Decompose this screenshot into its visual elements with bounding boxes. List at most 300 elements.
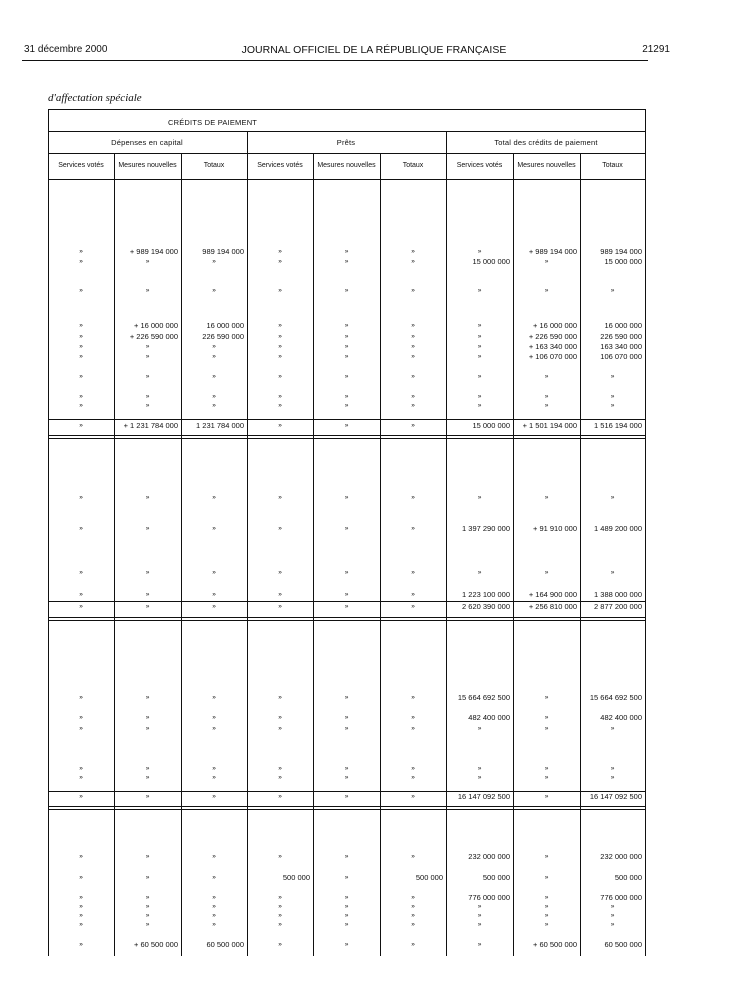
table-cell: » bbox=[278, 248, 282, 255]
table-cell: » bbox=[411, 258, 415, 265]
table-cell: » bbox=[79, 714, 83, 721]
column-divider bbox=[247, 131, 248, 956]
table-cell: » bbox=[278, 591, 282, 598]
table-cell: » bbox=[79, 694, 83, 701]
table-cell: » bbox=[411, 402, 415, 409]
table-cell: 1 516 194 000 bbox=[594, 421, 642, 430]
table-cell: » bbox=[344, 874, 349, 881]
table-cell: » bbox=[477, 353, 482, 360]
table-cell: » bbox=[145, 874, 150, 881]
section-rule bbox=[48, 438, 645, 439]
table-cell: » bbox=[212, 603, 216, 610]
table-cell: 232 000 000 bbox=[600, 852, 642, 861]
table-cell: » bbox=[79, 287, 83, 294]
table-cell: 1 397 290 000 bbox=[462, 524, 510, 533]
table-cell: » bbox=[79, 322, 83, 329]
table-cell: + 1 231 784 000 bbox=[123, 421, 178, 430]
table-cell: » bbox=[344, 941, 349, 948]
table-cell: » bbox=[411, 353, 415, 360]
table-cell: » bbox=[411, 912, 415, 919]
table-cell: 1 231 784 000 bbox=[196, 421, 244, 430]
table-cell: » bbox=[278, 774, 282, 781]
table-cell: » bbox=[544, 903, 549, 910]
table-cell: + 60 500 000 bbox=[133, 940, 178, 949]
table-cell: » bbox=[212, 912, 216, 919]
column-header: Totaux bbox=[602, 162, 623, 169]
table-cell: » bbox=[411, 287, 415, 294]
column-header: Services votés bbox=[456, 162, 503, 169]
table-cell: » bbox=[477, 287, 482, 294]
table-cell: » bbox=[411, 941, 415, 948]
section-rule bbox=[48, 809, 645, 810]
table-cell: » bbox=[411, 422, 415, 429]
table-cell: 15 000 000 bbox=[472, 421, 510, 430]
table-cell: » bbox=[610, 903, 615, 910]
table-cell: 482 400 000 bbox=[468, 713, 510, 722]
table-cell: » bbox=[477, 921, 482, 928]
table-cell: » bbox=[79, 853, 83, 860]
table-cell: » bbox=[411, 694, 415, 701]
column-header: Services votés bbox=[257, 162, 303, 169]
table-cell: 500 000 bbox=[282, 873, 310, 882]
table-cell: » bbox=[411, 903, 415, 910]
table-cell: » bbox=[79, 912, 83, 919]
table-cell: 500 000 bbox=[482, 873, 510, 882]
subtotal-rule bbox=[48, 435, 645, 436]
table-cell: » bbox=[411, 765, 415, 772]
table-cell: + 91 910 000 bbox=[532, 524, 577, 533]
table-cell: » bbox=[212, 921, 216, 928]
table-cell: » bbox=[79, 874, 83, 881]
table-cell: » bbox=[610, 402, 615, 409]
column-header: Mesures nouvelles bbox=[118, 162, 177, 169]
table-cell: » bbox=[344, 494, 349, 501]
table-cell: » bbox=[145, 525, 150, 532]
table-cell: 16 147 092 500 bbox=[589, 792, 642, 801]
table-cell: » bbox=[145, 393, 150, 400]
table-cell: » bbox=[79, 903, 83, 910]
table-cell: » bbox=[145, 714, 150, 721]
table-cell: » bbox=[212, 258, 216, 265]
table-right-border bbox=[645, 109, 646, 956]
table-cell: » bbox=[544, 894, 549, 901]
table-cell: + 106 070 000 bbox=[528, 352, 577, 361]
table-cell: 226 590 000 bbox=[600, 332, 642, 341]
column-header: Totaux bbox=[402, 162, 424, 169]
table-cell: 16 147 092 500 bbox=[457, 792, 510, 801]
table-cell: » bbox=[278, 921, 282, 928]
table-cell: » bbox=[344, 373, 349, 380]
table-cell: + 1 501 194 000 bbox=[522, 421, 577, 430]
table-cell: + 989 194 000 bbox=[528, 247, 577, 256]
column-group-header: Prêts bbox=[336, 138, 356, 147]
table-cell: » bbox=[411, 525, 415, 532]
table-cell: » bbox=[212, 494, 216, 501]
table-cell: » bbox=[544, 569, 549, 576]
table-cell: » bbox=[278, 894, 282, 901]
table-cell: » bbox=[79, 591, 83, 598]
header-rule bbox=[22, 60, 648, 61]
table-cell: 989 194 000 bbox=[600, 247, 642, 256]
column-divider bbox=[380, 153, 381, 956]
table-cell: » bbox=[145, 591, 150, 598]
table-cell: » bbox=[477, 248, 482, 255]
table-cell: » bbox=[344, 353, 349, 360]
table-cell: » bbox=[212, 793, 216, 800]
table-cell: » bbox=[212, 894, 216, 901]
table-left-border bbox=[48, 109, 49, 956]
table-cell: + 226 590 000 bbox=[129, 332, 178, 341]
column-header: Mesures nouvelles bbox=[317, 162, 376, 169]
table-cell: » bbox=[411, 714, 415, 721]
table-cell: » bbox=[212, 393, 216, 400]
table-cell: » bbox=[344, 894, 349, 901]
table-cell: » bbox=[145, 694, 150, 701]
table-cell: » bbox=[411, 343, 415, 350]
table-cell: » bbox=[344, 333, 349, 340]
table-cell: » bbox=[477, 941, 482, 948]
table-cell: » bbox=[212, 853, 216, 860]
table-cell: » bbox=[145, 903, 150, 910]
table-cell: + 226 590 000 bbox=[528, 332, 577, 341]
table-cell: » bbox=[278, 373, 282, 380]
group-rule bbox=[48, 153, 645, 154]
table-cell: » bbox=[212, 525, 216, 532]
table-cell: » bbox=[145, 894, 150, 901]
table-cell: 60 500 000 bbox=[604, 940, 642, 949]
table-cell: » bbox=[212, 287, 216, 294]
table-cell: » bbox=[212, 765, 216, 772]
table-cell: » bbox=[79, 258, 83, 265]
table-cell: » bbox=[411, 393, 415, 400]
table-cell: » bbox=[477, 333, 482, 340]
table-cell: » bbox=[411, 333, 415, 340]
table-cell: 500 000 bbox=[614, 873, 642, 882]
table-cell: » bbox=[278, 494, 282, 501]
table-cell: » bbox=[145, 343, 150, 350]
table-cell: » bbox=[145, 287, 150, 294]
table-cell: » bbox=[79, 774, 83, 781]
table-cell: » bbox=[145, 765, 150, 772]
table-cell: » bbox=[278, 569, 282, 576]
table-cell: + 16 000 000 bbox=[532, 321, 577, 330]
table-cell: » bbox=[544, 774, 549, 781]
table-cell: » bbox=[212, 373, 216, 380]
table-cell: » bbox=[610, 373, 615, 380]
table-cell: » bbox=[544, 393, 549, 400]
column-header: Services votés bbox=[58, 162, 104, 169]
table-cell: » bbox=[344, 402, 349, 409]
table-cell: 15 000 000 bbox=[472, 257, 510, 266]
table-cell: » bbox=[79, 373, 83, 380]
table-cell: » bbox=[411, 322, 415, 329]
column-header-rule bbox=[48, 179, 645, 180]
table-cell: 2 877 200 000 bbox=[594, 602, 642, 611]
table-cell: » bbox=[145, 353, 150, 360]
table-cell: » bbox=[477, 765, 482, 772]
table-cell: » bbox=[278, 853, 282, 860]
table-cell: » bbox=[544, 694, 549, 701]
table-cell: » bbox=[610, 774, 615, 781]
table-cell: 106 070 000 bbox=[600, 352, 642, 361]
table-cell: » bbox=[344, 287, 349, 294]
table-cell: » bbox=[278, 725, 282, 732]
table-cell: » bbox=[411, 373, 415, 380]
table-cell: + 60 500 000 bbox=[532, 940, 577, 949]
table-cell: » bbox=[212, 591, 216, 598]
table-cell: 500 000 bbox=[415, 873, 443, 882]
table-cell: » bbox=[344, 903, 349, 910]
table-cell: » bbox=[278, 393, 282, 400]
table-cell: » bbox=[278, 793, 282, 800]
table-cell: » bbox=[278, 912, 282, 919]
table-cell: » bbox=[278, 525, 282, 532]
table-cell: » bbox=[278, 322, 282, 329]
table-cell: 15 664 692 500 bbox=[457, 693, 510, 702]
table-cell: + 256 810 000 bbox=[528, 602, 577, 611]
table-cell: » bbox=[411, 853, 415, 860]
table-cell: » bbox=[344, 343, 349, 350]
table-cell: » bbox=[212, 402, 216, 409]
table-cell: » bbox=[344, 569, 349, 576]
table-cell: » bbox=[344, 725, 349, 732]
table-cell: » bbox=[610, 921, 615, 928]
table-cell: » bbox=[79, 393, 83, 400]
table-cell: » bbox=[212, 714, 216, 721]
table-cell: » bbox=[610, 287, 615, 294]
table-cell: » bbox=[344, 603, 349, 610]
table-cell: » bbox=[278, 903, 282, 910]
table-cell: » bbox=[544, 912, 549, 919]
table-title: CRÉDITS DE PAIEMENT bbox=[168, 118, 258, 127]
table-cell: + 163 340 000 bbox=[528, 342, 577, 351]
table-cell: » bbox=[278, 603, 282, 610]
table-cell: » bbox=[477, 725, 482, 732]
table-cell: » bbox=[544, 725, 549, 732]
table-cell: + 989 194 000 bbox=[129, 247, 178, 256]
table-cell: » bbox=[411, 248, 415, 255]
table-cell: » bbox=[79, 941, 83, 948]
table-cell: » bbox=[411, 494, 415, 501]
table-cell: » bbox=[344, 322, 349, 329]
table-cell: » bbox=[411, 894, 415, 901]
table-cell: » bbox=[544, 494, 549, 501]
table-cell: » bbox=[610, 569, 615, 576]
table-cell: » bbox=[212, 353, 216, 360]
table-cell: » bbox=[79, 765, 83, 772]
table-cell: » bbox=[278, 765, 282, 772]
table-cell: 1 223 100 000 bbox=[462, 590, 510, 599]
table-cell: » bbox=[477, 373, 482, 380]
table-cell: » bbox=[477, 774, 482, 781]
table-cell: » bbox=[79, 725, 83, 732]
table-cell: » bbox=[278, 287, 282, 294]
table-cell: » bbox=[278, 258, 282, 265]
table-cell: » bbox=[145, 603, 150, 610]
table-cell: » bbox=[79, 793, 83, 800]
table-cell: 232 000 000 bbox=[468, 852, 510, 861]
table-cell: » bbox=[145, 402, 150, 409]
table-cell: » bbox=[477, 343, 482, 350]
column-group-header: Dépenses en capital bbox=[111, 138, 183, 147]
column-divider bbox=[513, 153, 514, 956]
table-cell: » bbox=[344, 525, 349, 532]
table-cell: » bbox=[344, 393, 349, 400]
table-cell: » bbox=[610, 393, 615, 400]
column-group-header: Total des crédits de paiement bbox=[494, 138, 598, 147]
table-cell: » bbox=[79, 894, 83, 901]
table-cell: » bbox=[145, 774, 150, 781]
table-cell: » bbox=[212, 903, 216, 910]
subtotal-rule bbox=[48, 806, 645, 807]
table-cell: » bbox=[79, 494, 83, 501]
table-cell: » bbox=[79, 603, 83, 610]
table-cell: » bbox=[544, 793, 549, 800]
table-cell: » bbox=[212, 725, 216, 732]
table-cell: » bbox=[145, 258, 150, 265]
table-cell: » bbox=[278, 714, 282, 721]
table-cell: » bbox=[344, 765, 349, 772]
table-cell: » bbox=[411, 569, 415, 576]
header-rule bbox=[48, 131, 645, 132]
table-cell: 1 388 000 000 bbox=[594, 590, 642, 599]
table-cell: + 164 900 000 bbox=[528, 590, 577, 599]
table-cell: 226 590 000 bbox=[202, 332, 244, 341]
table-cell: » bbox=[544, 714, 549, 721]
table-cell: 2 620 390 000 bbox=[462, 602, 510, 611]
table-cell: » bbox=[145, 912, 150, 919]
table-cell: » bbox=[278, 402, 282, 409]
table-cell: » bbox=[477, 912, 482, 919]
table-cell: » bbox=[212, 694, 216, 701]
table-cell: » bbox=[278, 333, 282, 340]
table-cell: » bbox=[344, 591, 349, 598]
table-cell: » bbox=[344, 258, 349, 265]
table-cell: » bbox=[278, 343, 282, 350]
table-cell: » bbox=[212, 343, 216, 350]
table-cell: » bbox=[79, 353, 83, 360]
table-cell: » bbox=[544, 921, 549, 928]
table-cell: » bbox=[411, 921, 415, 928]
table-cell: » bbox=[145, 793, 150, 800]
column-divider bbox=[181, 153, 182, 956]
table-cell: 163 340 000 bbox=[600, 342, 642, 351]
table-cell: » bbox=[411, 725, 415, 732]
header-title: JOURNAL OFFICIEL DE LA RÉPUBLIQUE FRANÇAISE bbox=[241, 44, 507, 56]
table-cell: » bbox=[79, 248, 83, 255]
table-cell: » bbox=[477, 569, 482, 576]
table-cell: 776 000 000 bbox=[468, 893, 510, 902]
table-cell: » bbox=[344, 714, 349, 721]
table-cell: » bbox=[610, 912, 615, 919]
table-cell: » bbox=[79, 402, 83, 409]
table-cell: » bbox=[411, 774, 415, 781]
table-cell: » bbox=[544, 402, 549, 409]
table-cell: » bbox=[145, 569, 150, 576]
table-cell: » bbox=[79, 921, 83, 928]
table-cell: 1 489 200 000 bbox=[594, 524, 642, 533]
table-cell: » bbox=[344, 422, 349, 429]
table-cell: » bbox=[477, 402, 482, 409]
table-cell: » bbox=[544, 258, 549, 265]
table-cell: » bbox=[477, 322, 482, 329]
table-cell: » bbox=[79, 333, 83, 340]
table-cell: » bbox=[278, 422, 282, 429]
table-cell: » bbox=[145, 725, 150, 732]
column-divider bbox=[446, 131, 447, 956]
table-cell: » bbox=[544, 874, 549, 881]
column-divider bbox=[580, 153, 581, 956]
table-cell: 60 500 000 bbox=[206, 940, 244, 949]
table-cell: » bbox=[411, 591, 415, 598]
table-cell: » bbox=[344, 248, 349, 255]
table-cell: » bbox=[610, 725, 615, 732]
column-header: Mesures nouvelles bbox=[517, 162, 576, 169]
table-cell: » bbox=[610, 494, 615, 501]
table-cell: » bbox=[212, 569, 216, 576]
table-cell: » bbox=[477, 903, 482, 910]
table-cell: 15 000 000 bbox=[604, 257, 642, 266]
table-cell: » bbox=[544, 765, 549, 772]
table-cell: » bbox=[79, 343, 83, 350]
table-cell: » bbox=[278, 694, 282, 701]
table-cell: » bbox=[477, 494, 482, 501]
table-cell: » bbox=[145, 494, 150, 501]
column-header: Totaux bbox=[203, 162, 225, 169]
table-cell: » bbox=[544, 287, 549, 294]
table-cell: » bbox=[544, 373, 549, 380]
table-cell: » bbox=[212, 874, 216, 881]
table-cell: » bbox=[278, 941, 282, 948]
header-date: 31 décembre 2000 bbox=[24, 44, 108, 55]
column-divider bbox=[114, 153, 115, 956]
table-cell: » bbox=[145, 373, 150, 380]
table-cell: + 16 000 000 bbox=[133, 321, 178, 330]
table-cell: » bbox=[278, 353, 282, 360]
table-top-rule bbox=[48, 109, 645, 110]
table-cell: » bbox=[610, 765, 615, 772]
table-cell: » bbox=[344, 912, 349, 919]
table-cell: » bbox=[344, 694, 349, 701]
table-cell: » bbox=[344, 921, 349, 928]
section-subtitle: d'affectation spéciale bbox=[48, 92, 142, 104]
table-cell: 16 000 000 bbox=[604, 321, 642, 330]
table-cell: » bbox=[411, 793, 415, 800]
table-cell: » bbox=[411, 603, 415, 610]
table-cell: » bbox=[344, 793, 349, 800]
table-cell: » bbox=[212, 774, 216, 781]
table-cell: 989 194 000 bbox=[202, 247, 244, 256]
section-rule bbox=[48, 620, 645, 621]
column-divider bbox=[313, 153, 314, 956]
table-cell: » bbox=[79, 569, 83, 576]
table-cell: » bbox=[477, 393, 482, 400]
table-cell: » bbox=[344, 853, 349, 860]
table-cell: 482 400 000 bbox=[600, 713, 642, 722]
table-cell: » bbox=[344, 774, 349, 781]
subtotal-rule bbox=[48, 419, 645, 420]
table-cell: 15 664 692 500 bbox=[589, 693, 642, 702]
table-cell: » bbox=[145, 921, 150, 928]
page-number: 21291 bbox=[642, 44, 670, 55]
table-cell: » bbox=[79, 525, 83, 532]
subtotal-rule bbox=[48, 617, 645, 618]
table-cell: 776 000 000 bbox=[600, 893, 642, 902]
table-cell: » bbox=[79, 422, 83, 429]
table-cell: » bbox=[544, 853, 549, 860]
table-cell: 16 000 000 bbox=[206, 321, 244, 330]
table-cell: » bbox=[145, 853, 150, 860]
